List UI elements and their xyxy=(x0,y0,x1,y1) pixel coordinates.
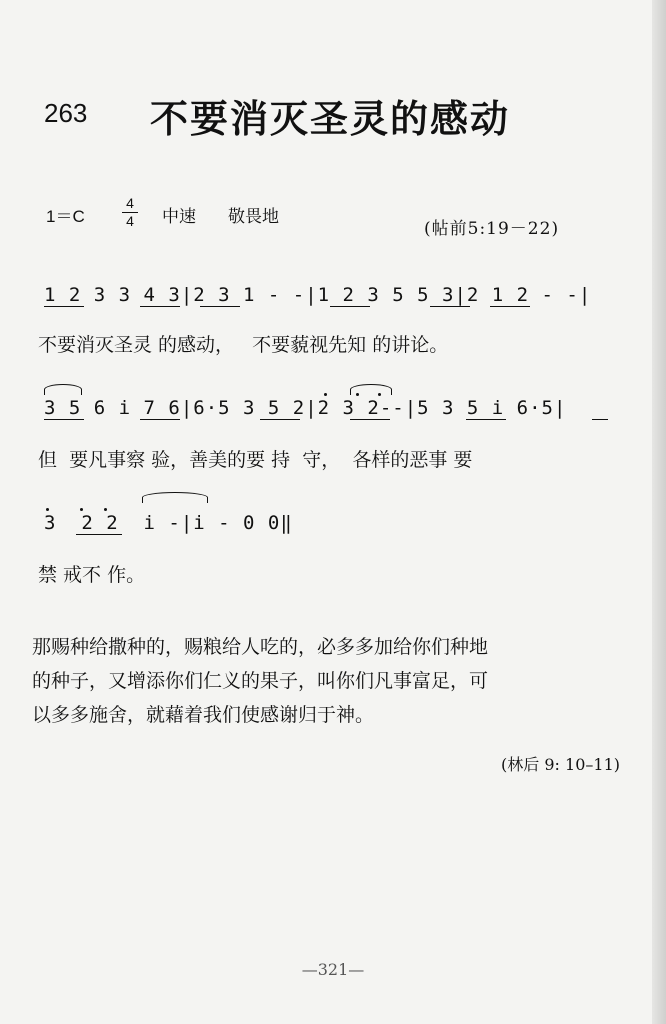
beam-underline xyxy=(140,306,180,307)
time-signature xyxy=(122,196,138,229)
scripture-line-1: 那赐种给撒种的，赐粮给人吃的，必多多加给你们种地 xyxy=(32,636,489,658)
notation-line-1: 1 2 3 3 4 3|2 3 1 - -|1 2 3 5 5 3|2 1 2 - -| xyxy=(44,284,592,306)
notation-line-2: 3 5 6 i 7 6|6·5 3 5 2|2 3 2--|5 3 5 i 6·5| xyxy=(44,397,567,419)
octave-dot xyxy=(378,393,381,396)
beam-underline xyxy=(330,306,370,307)
octave-dot xyxy=(46,508,49,511)
expression-marking: 敬畏地 xyxy=(228,207,279,227)
beam-underline xyxy=(430,306,470,307)
notation-line-3: 3 2 2 i -|i - 0 0‖ xyxy=(44,512,293,534)
scripture-line-3: 以多多施舍，就藉着我们使感谢归于神。 xyxy=(32,704,375,726)
scripture-passage xyxy=(32,630,632,732)
slur-mark xyxy=(142,492,208,503)
page-edge xyxy=(652,0,666,1024)
hymn-number: 263 xyxy=(44,98,88,128)
beam-underline xyxy=(44,419,84,420)
lyrics-line-3: 禁 戒不 作。 xyxy=(38,564,146,586)
octave-dot xyxy=(104,508,107,511)
hymn-title: 不要消灭圣灵的感动 xyxy=(150,96,511,141)
lyrics-line-1: 不要消灭圣灵 的感动， 不要藐视先知 的讲论。 xyxy=(38,334,449,356)
time-signature-bottom: 4 xyxy=(126,213,134,229)
scripture-line-2: 的种子，又增添你们仁义的果子，叫你们凡事富足，可 xyxy=(32,670,489,692)
beam-underline xyxy=(140,419,180,420)
scripture-reference: (林后 9: 10–11) xyxy=(501,755,620,774)
octave-dot xyxy=(80,508,83,511)
octave-dot xyxy=(356,393,359,396)
beam-underline xyxy=(592,419,608,420)
page-number: —321— xyxy=(301,960,365,979)
time-signature-top: 4 xyxy=(126,195,134,211)
octave-dot xyxy=(324,393,327,396)
beam-underline xyxy=(200,306,240,307)
beam-underline xyxy=(466,419,506,420)
key-signature: 1＝C xyxy=(46,207,85,226)
beam-underline xyxy=(44,306,84,307)
beam-underline xyxy=(260,419,300,420)
slur-mark xyxy=(44,384,82,395)
hymn-scripture-reference: (帖前5:19－22) xyxy=(424,219,560,239)
tempo-marking: 中速 xyxy=(162,207,196,227)
beam-underline xyxy=(350,419,390,420)
beam-underline xyxy=(76,534,122,535)
lyrics-line-2: 但 要凡事察 验，善美的要 持 守， 各样的恶事 要 xyxy=(38,449,473,471)
beam-underline xyxy=(490,306,530,307)
